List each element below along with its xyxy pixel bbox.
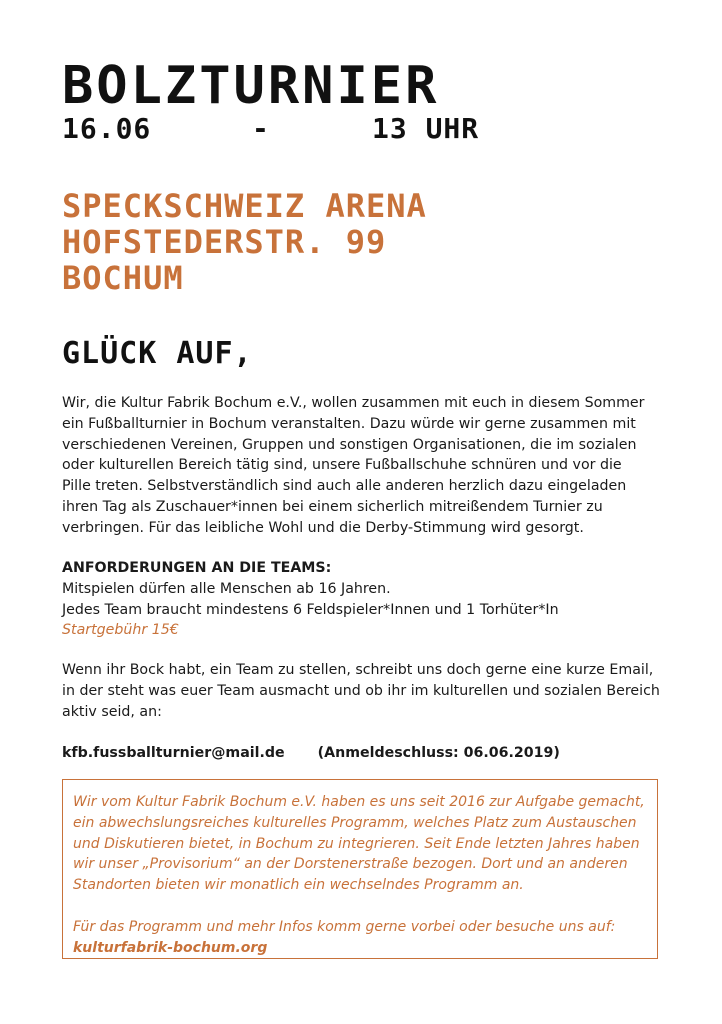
about-line: und Diskutieren bietet, in Bochum zu integrieren. Seit Ende letzten Jahres haben <box>73 835 640 852</box>
page-title: BOLZTURNIER <box>62 56 440 116</box>
requirements-team-size: Jedes Team braucht mindestens 6 Feldspieler*Innen und 1 Torhüter*In <box>62 601 559 618</box>
event-date: 16.06 <box>62 112 152 145</box>
venue-city: BOCHUM <box>62 259 184 297</box>
requirements-section <box>62 558 662 641</box>
requirements-age: Mitspielen dürfen alle Menschen ab 16 Jahren. <box>62 580 391 597</box>
intro-paragraph <box>62 393 662 539</box>
event-time: 13 UHR <box>372 112 480 145</box>
about-line: Wir vom Kultur Fabrik Bochum e.V. haben es uns seit 2016 zur Aufgabe gemacht, <box>73 794 645 810</box>
intro-line: ihren Tag als Zuschauer*innen bei einem sicherlich mitreißendem Turnier zu <box>62 498 603 515</box>
venue-block <box>62 188 427 296</box>
intro-line: verschiedenen Vereinen, Gruppen und sonstigen Organisationen, die im sozialen <box>62 436 637 453</box>
intro-line: Wir, die Kultur Fabrik Bochum e.V., wollen zusammen mit euch in diesem Sommer <box>62 395 645 411</box>
venue-name: SPECKSCHWEIZ ARENA <box>62 187 427 225</box>
about-spacer <box>73 896 647 917</box>
about-program-text: Für das Programm und mehr Infos komm gerne vorbei oder besuche uns auf: <box>73 918 616 935</box>
contact-line: aktiv seid, an: <box>62 703 162 720</box>
contact-email-link[interactable]: kfb.fussballturnier@mail.de <box>62 745 285 761</box>
contact-line: Wenn ihr Bock habt, ein Team zu stellen, schreibt uns doch gerne eine kurze Email, <box>62 662 654 678</box>
registration-deadline: (Anmeldeschluss: 06.06.2019) <box>317 745 560 761</box>
about-line: ein abwechslungsreiches kulturelles Programm, welches Platz zum Austauschen <box>73 814 637 831</box>
date-separator: - <box>252 112 270 145</box>
venue-street: HOFSTEDERSTR. 99 <box>62 223 387 261</box>
intro-line: oder kulturellen Bereich tätig sind, unsere Fußballschuhe schnüren und vor die <box>62 457 622 474</box>
website-link[interactable]: kulturfabrik-bochum.org <box>73 939 268 956</box>
contact-line: in der steht was euer Team ausmacht und ob ihr im kulturellen und sozialen Bereich <box>62 682 660 699</box>
intro-line: verbringen. Für das leibliche Wohl und die Derby-Stimmung wird gesorgt. <box>62 519 584 536</box>
intro-line: Pille treten. Selbstverständlich sind auch alle anderen herzlich dazu eingeladen <box>62 478 627 495</box>
contact-paragraph <box>62 660 662 722</box>
entry-fee: Startgebühr 15€ <box>62 622 179 639</box>
about-line: Standorten bieten wir monatlich ein wechselndes Programm an. <box>73 877 524 894</box>
about-box <box>62 779 658 959</box>
registration-line <box>62 743 560 763</box>
greeting-heading: GLÜCK AUF, <box>62 336 253 371</box>
intro-line: ein Fußballturnier in Bochum veranstalten. Dazu würde wir gerne zusammen mit <box>62 415 636 432</box>
requirements-heading: ANFORDERUNGEN AN DIE TEAMS: <box>62 560 332 576</box>
about-line: wir unser „Provisorium“ an der Dorstenerstraße bezogen. Dort und an anderen <box>73 856 628 873</box>
